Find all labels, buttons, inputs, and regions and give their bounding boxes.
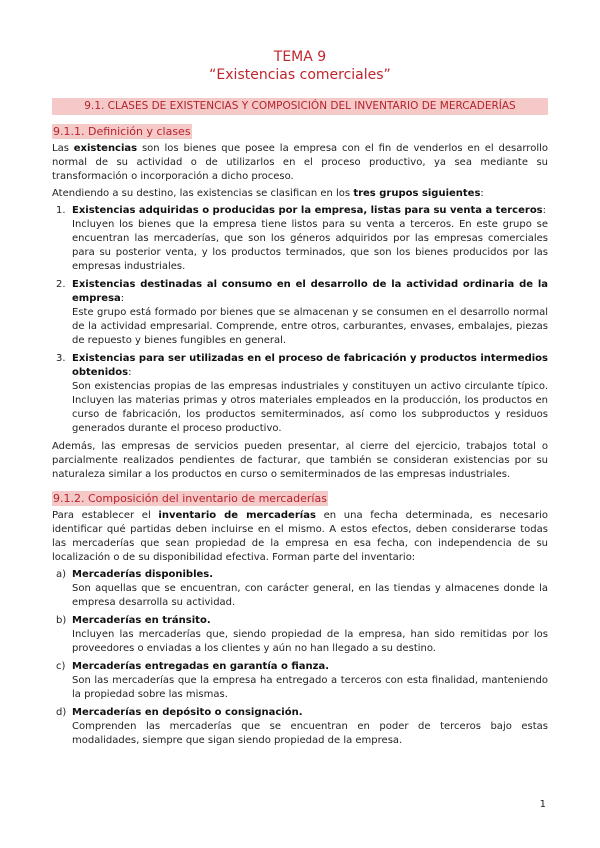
page-title: TEMA 9 [273,49,327,65]
list-item-text: Incluyen los bienes que la empresa tiene listos para su venta a terceros. En este grupo se encuentran las mercaderías, que son los géneros adquiridos por las empresas comerciales para su posterior venta, y los productos terminados, que son los bienes producidos por las empresas industriales. [72,219,548,272]
inventory-list [52,568,548,748]
list-item [52,614,548,656]
list-item-text: Comprenden las mercaderías que se encuentran en poder de terceros bajo estas modalidades, siempre que sigan siendo propiedad de la empresa. [72,721,548,746]
page-subtitle: “Existencias comerciales” [209,67,391,83]
list-marker: c) [56,661,66,672]
list-item-text: Este grupo está formado por bienes que se almacenan y se consumen en el desarrollo normal de la actividad empresarial. Comprende, entre otros, carburantes, envases, embalajes, piezas de repuesto y bienes fungibles en general. [72,307,548,346]
list-item [52,568,548,610]
list-marker: d) [56,707,67,718]
paragraph-services: Además, las empresas de servicios pueden presentar, al cierre del ejercicio, trabajos total o parcialmente realizados pendientes de facturar, que también se consideran existencias por su naturaleza similar a los productos en curso o semiterminados de las empresas industriales. [52,441,548,480]
list-item-heading: Mercaderías en depósito o consignación. [72,707,303,718]
list-item-heading: Existencias adquiridas o producidas por la empresa, listas para su venta a terceros [72,205,543,216]
classification-list [52,204,548,436]
list-marker: a) [56,569,67,580]
list-item-text: Son las mercaderías que la empresa ha entregado a terceros con esta finalidad, manteniendo la propiedad sobre las mismas. [72,675,548,700]
list-item-heading: Existencias destinadas al consumo en el desarrollo de la actividad ordinaria de la empresa [72,279,548,304]
list-marker: 2. [56,279,66,290]
list-item [52,706,548,748]
list-item-heading: Mercaderías entregadas en garantía o fianza. [72,661,329,672]
list-item-heading: Existencias para ser utilizadas en el proceso de fabricación y productos intermedios obtenidos [72,353,548,378]
list-marker: b) [56,615,67,626]
subsection-heading-912: 9.1.2. Composición del inventario de mercaderías [53,492,327,505]
list-item: 3. Existencias para ser utilizadas en el proceso de fabricación y productos intermedios obtenidos: Son existencias propias de las empresas industriales y constituyen un activo circulante típico. Incluyen las materias primas y otros materiales empleados en la producción, los productos en curso de fabricación, los productos semiterminados, así como los subproductos y residuos generados durante el proceso productivo. [52,352,548,436]
list-item-text: Incluyen las mercaderías que, siendo propiedad de la empresa, han sido remitidas por los proveedores o enviadas a los clientes y aún no han llegado a su destino. [72,629,548,654]
list-item-heading: Mercaderías disponibles. [72,569,214,580]
section-heading: 9.1. CLASES DE EXISTENCIAS Y COMPOSICIÓN DEL INVENTARIO DE MERCADERÍAS [52,98,548,115]
list-marker: 3. [56,353,66,364]
paragraph-classification: Atendiendo a su destino, las existencias se clasifican en los tres grupos siguientes: [52,188,484,199]
subsection-heading-911: 9.1.1. Definición y clases [53,125,191,138]
list-item-heading: Mercaderías en tránsito. [72,615,211,626]
paragraph-definition: Las existencias son los bienes que posee la empresa con el fin de venderlos en el desarrollo normal de su actividad o de utilizarlos en el proceso productivo, ya sea mediante su transformación o incorporación a dicho proceso. [52,143,548,182]
list-item [52,660,548,702]
paragraph-inventory: Para establecer el inventario de mercaderías en una fecha determinada, es necesario identificar qué partidas deben incluirse en el mismo. A estos efectos, deben considerarse todas las mercaderías que sean propiedad de la empresa en esa fecha, con independencia de su localización o de su disponibilidad efectiva. Forman parte del inventario: [52,510,549,563]
page-number: 1 [539,799,546,810]
list-item-text: Son existencias propias de las empresas industriales y constituyen un activo circulante típico. Incluyen las materias primas y otros materiales empleados en la producción, los productos en curso de fabricación, los productos semiterminados, así como los subproductos y residuos generados durante el proceso productivo. [72,381,548,434]
list-item: 1. Existencias adquiridas o producidas por la empresa, listas para su venta a terceros: Incluyen los bienes que la empresa tiene listos para su venta a terceros. En este grupo se encuentran las mercaderías, que son los géneros adquiridos por las empresas comerciales para su posterior venta, y los productos terminados, que son los bienes producidos por las empresas industriales. [52,204,548,274]
list-marker: 1. [56,205,66,216]
list-item-text: Son aquellas que se encuentran, con carácter general, en las tiendas y almacenes donde la empresa desarrolla su actividad. [72,583,548,608]
list-item: 2. Existencias destinadas al consumo en el desarrollo de la actividad ordinaria de la empresa: Este grupo está formado por bienes que se almacenan y se consumen en el desarrollo normal de la actividad empresarial. Comprende, entre otros, carburantes, envases, embalajes, piezas de repuesto y bienes fungibles en general. [52,278,548,348]
